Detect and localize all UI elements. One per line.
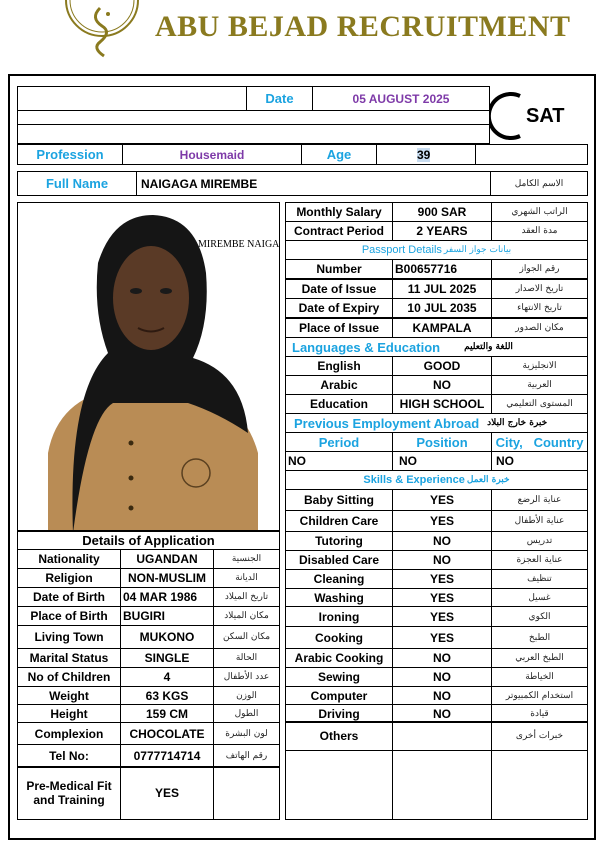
application-value: NON-MUSLIM [120,568,214,588]
fullname-value: NAIGAGA MIREMBE [136,171,491,196]
application-label: Marital Status [17,648,121,668]
date-value: 05 AUGUST 2025 [312,86,490,111]
contract-period-value: 2 YEARS [392,221,492,241]
skill-value: NO [392,686,492,705]
passport-ar: مكان الصدور [491,318,588,338]
skill-ar: تنظيف [491,569,588,589]
premed-value: YES [120,766,214,820]
skill-label: Ironing [285,606,393,627]
photo-caption: MIREMBE NAIGA [198,239,280,250]
application-value: 63 KGS [120,686,214,705]
skill-label: Computer [285,686,393,705]
skill-ar: الكوي [491,606,588,627]
passport-label: Number [285,259,393,279]
blank-bottom-3 [491,750,588,820]
application-value: 04 MAR 1986 [120,587,214,607]
blank-row-2 [17,124,490,144]
skill-label: Tutoring [285,531,393,551]
application-label: Religion [17,568,121,588]
applicant-photo [17,202,280,531]
application-value: 159 CM [120,704,214,723]
application-ar: الديانة [213,568,280,588]
skill-value: NO [392,704,492,723]
sat-logo [490,86,588,144]
language-label: English [285,356,393,376]
application-ar: الجنسية [213,549,280,569]
language-ar: المستوى التعليمي [491,394,588,414]
passport-label: Place of Issue [285,318,393,338]
passport-label: Date of Issue [285,279,393,299]
skill-value: YES [392,626,492,649]
skill-value: NO [392,531,492,551]
language-label: Education [285,394,393,414]
skill-ar: الطبخ العربي [491,648,588,668]
monthly-salary-value: 900 SAR [392,202,492,222]
skill-ar: عناية العجزة [491,550,588,570]
svg-text:SAT: SAT [526,105,565,127]
skill-label: Disabled Care [285,550,393,570]
passport-ar: رقم الجواز [491,259,588,279]
fullname-label: Full Name [17,171,137,196]
skills-header: Skills & Experience خبرة العمل [285,470,588,490]
application-ar: تاريخ الميلاد [213,587,280,607]
application-label: No of Children [17,667,121,687]
passport-ar: تاريخ الاصدار [491,279,588,299]
language-ar: العربية [491,375,588,395]
date-blank [17,86,247,111]
passport-label: Date of Expiry [285,298,393,318]
skill-value: YES [392,510,492,532]
passport-value: B00657716 [392,259,492,279]
application-value: UGANDAN [120,549,214,569]
language-value: NO [392,375,492,395]
application-label: Weight [17,686,121,705]
skill-value: NO [392,648,492,668]
language-value: HIGH SCHOOL [392,394,492,414]
skill-label: Cooking [285,626,393,649]
application-value: MUKONO [120,625,214,649]
age-value: 39 [417,147,431,162]
skill-label: Cleaning [285,569,393,589]
application-ar: مكان الميلاد [213,606,280,626]
passport-value: KAMPALA [392,318,492,338]
employment-period: NO [285,451,393,471]
employment-city: NO [491,451,588,471]
contract-period-label: Contract Period [285,221,393,241]
application-ar: الوزن [213,686,280,705]
company-logo [60,0,144,70]
application-ar: لون البشرة [213,722,280,745]
age-cell [376,144,476,165]
passport-value: 11 JUL 2025 [392,279,492,299]
skill-label: Washing [285,588,393,607]
skill-value: YES [392,569,492,589]
date-label: Date [246,86,313,111]
blank-row-1 [17,110,490,125]
passport-value: 10 JUL 2035 [392,298,492,318]
skill-label: Baby Sitting [285,489,393,511]
skill-ar: تدريس [491,531,588,551]
others-label: Others [285,721,393,751]
skill-value: YES [392,588,492,607]
application-value: SINGLE [120,648,214,668]
application-label: Height [17,704,121,723]
skill-ar: استخدام الكمبيوتر [491,686,588,705]
application-label: Living Town [17,625,121,649]
profession-label: Profession [17,144,123,165]
skill-value: YES [392,606,492,627]
premed-blank [213,766,280,820]
profession-value: Housemaid [122,144,302,165]
age-label: Age [301,144,377,165]
application-value: 0777714714 [120,744,214,768]
skill-ar: الخياطة [491,667,588,687]
application-ar: الحالة [213,648,280,668]
application-label: Date of Birth [17,587,121,607]
application-value: 4 [120,667,214,687]
employment-col-position: Position [392,432,492,452]
contract-period-ar: مدة العقد [491,221,588,241]
application-ar: عدد الأطفال [213,667,280,687]
passport-ar: تاريخ الانتهاء [491,298,588,318]
application-label: Complexion [17,722,121,745]
application-ar: مكان السكن [213,625,280,649]
application-header: Details of Application [17,531,280,550]
skill-ar: قيادة [491,704,588,723]
application-label: Place of Birth [17,606,121,626]
application-ar: رقم الهاتف [213,744,280,768]
application-value: BUGIRI [120,606,214,626]
application-label: Tel No: [17,744,121,768]
employment-col-period: Period [285,432,393,452]
others-value [392,721,492,751]
employment-col-city: City, Country [491,432,588,452]
languages-header: Languages & Education اللغة والتعليم [285,337,588,357]
skill-label: Driving [285,704,393,723]
passport-header: Passport Details بيانات جواز السفر [285,240,588,260]
language-label: Arabic [285,375,393,395]
skill-ar: الطبخ [491,626,588,649]
blank-bottom-1 [285,750,393,820]
monthly-salary-ar: الراتب الشهري [491,202,588,222]
skill-label: Arabic Cooking [285,648,393,668]
company-title: ABU BEJAD RECRUITMENT [155,10,571,43]
language-value: GOOD [392,356,492,376]
skill-label: Sewing [285,667,393,687]
application-ar: الطول [213,704,280,723]
age-blank [475,144,588,165]
application-label: Nationality [17,549,121,569]
monthly-salary-label: Monthly Salary [285,202,393,222]
fullname-ar: الاسم الكامل [490,171,588,196]
skill-value: NO [392,550,492,570]
skill-value: YES [392,489,492,511]
language-ar: الانجليزية [491,356,588,376]
blank-bottom-2 [392,750,492,820]
employment-header: Previous Employment Abroad خبرة خارج البلاد [285,413,588,433]
others-ar: خبرات أخرى [491,721,588,751]
premed-label: Pre-Medical Fit and Training [17,766,121,820]
skill-label: Children Care [285,510,393,532]
application-value: CHOCOLATE [120,722,214,745]
employment-position: NO [392,451,492,471]
skill-ar: عناية الأطفال [491,510,588,532]
skill-value: NO [392,667,492,687]
skill-ar: عناية الرضع [491,489,588,511]
skill-ar: غسيل [491,588,588,607]
